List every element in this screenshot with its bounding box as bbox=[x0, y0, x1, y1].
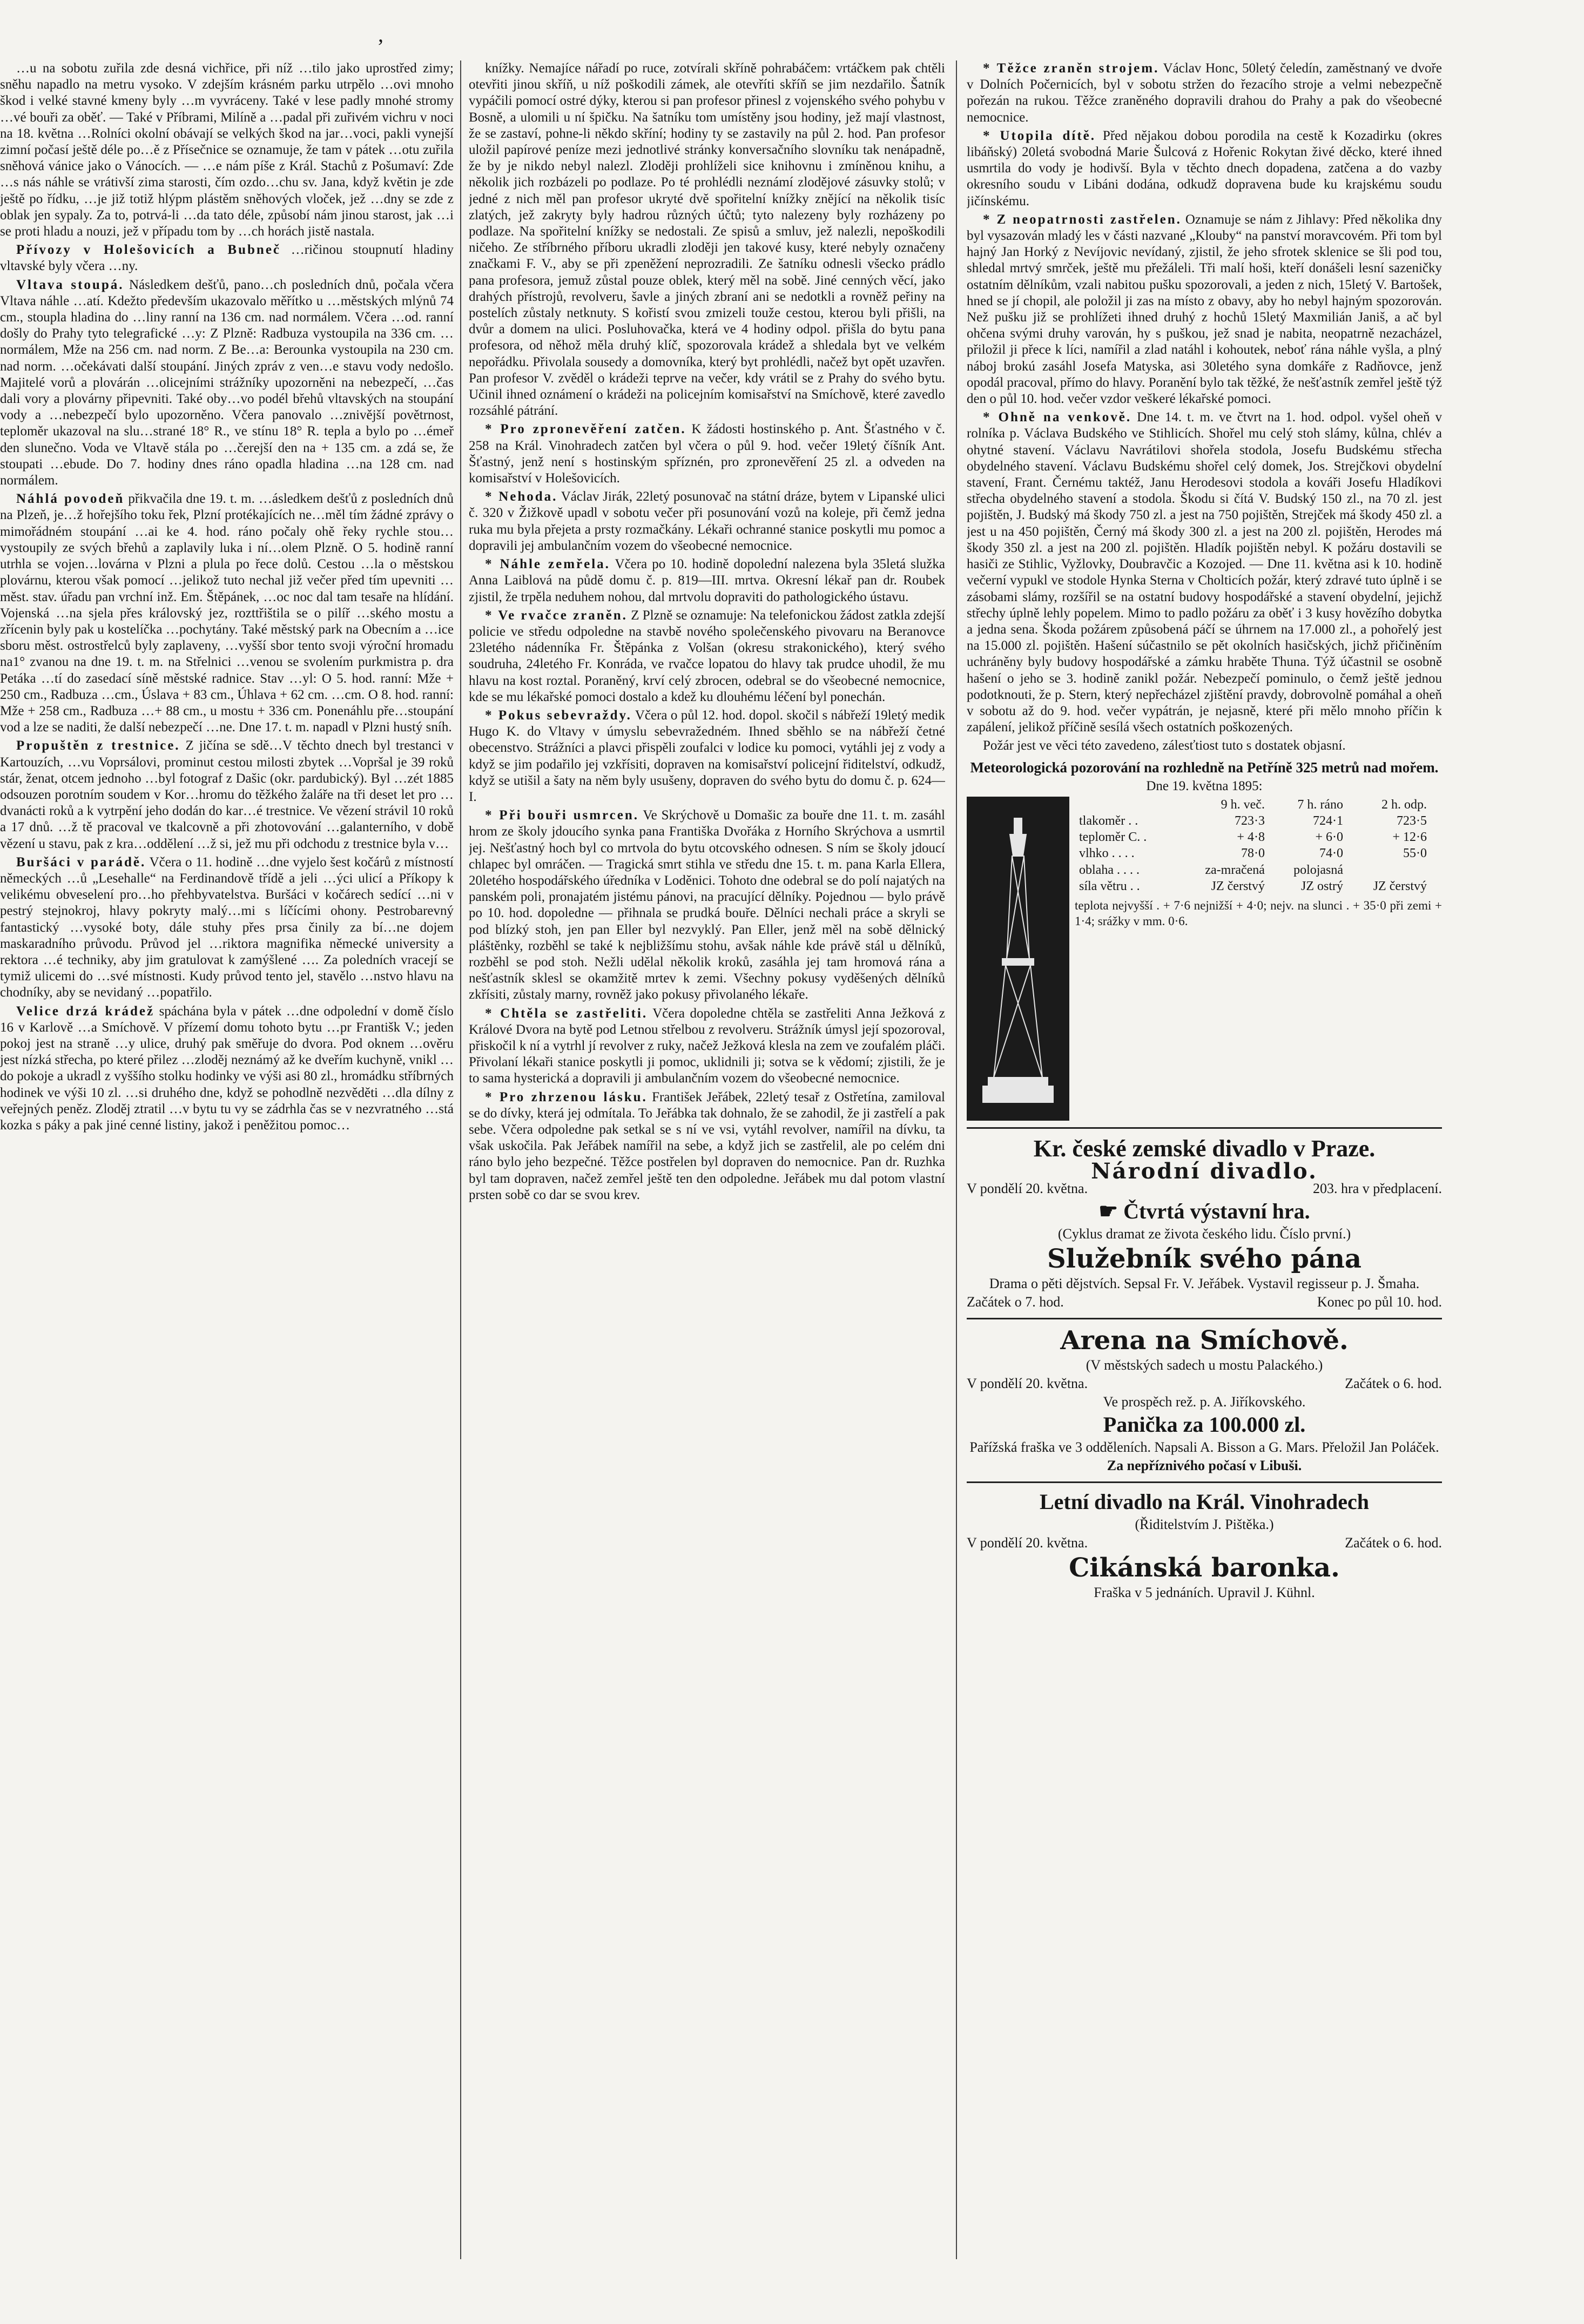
column-3-articles bbox=[967, 60, 1442, 755]
meteo-cell: JZ ostrý bbox=[1301, 879, 1344, 893]
meteo-cell: + 12·6 bbox=[1392, 830, 1427, 845]
article-headline: Přívozy v Holešovicích a Bubneč bbox=[16, 242, 281, 258]
meteo-cell: 55·0 bbox=[1403, 846, 1427, 861]
article-paragraph bbox=[469, 708, 945, 805]
meteo-table bbox=[1075, 797, 1431, 894]
article-headline: * Chtěla se zastřeliti. bbox=[485, 1006, 648, 1021]
article-headline: * Při bouři usmrcen. bbox=[485, 808, 639, 823]
article-text: Požár jest ve věci této zavedeno, zálesťtiost tuto s dostatek objasní. bbox=[983, 738, 1346, 753]
column-2 bbox=[469, 60, 945, 2259]
arena-note2: Za nepříznivého počasí v Libuši. bbox=[1107, 1457, 1302, 1473]
vinohrady-title: Letní divadlo na Král. Vinohradech bbox=[1039, 1489, 1370, 1514]
theatre-perf: 203. hra v předplacení. bbox=[1313, 1180, 1442, 1196]
article-text: …u na sobotu zuřila zde desná vichřice, při níž …tilo jako uprostřed zimy; sněhu napadlo na metru vysoko. V zdejším krásném parku utrpělo …ovi mnoho škod i velké stavné kmeny byly …m vyvráceny. Také v lese padly mnohé stromy …vé bouři za oběť. — Také v Příbrami, Milíně a …padal při zuřivém vichru v noci na 18. května …Rolníci okolní obávají se velkých škod na jar…voci, pakli vynejší zimní počasí ještě déle po…ě z Přísečnice se oznamuje, že tam v pátek …otu zuřila sněhová vánice jako o Vánocích. — …e nám píše z Král. Stachů z Pošumaví: Zde …s nás náhle se vrátivší zima starosti, čím ozdo…chu sv. Jana, když květin je zde ještě po řídku, …je již totiž hlýpm plástěm sněhových vloček, jež …dny se zde z oblak jen sypaly. Za to, potrvá-li …da tato déle, způsobí nám jinou starost, jak …i se proti hladu a nouzi, jež v případu tom by …ch horách jistě nastala. bbox=[0, 61, 454, 239]
theatre-desc: Drama o pěti dějstvích. Sepsal Fr. V. Jeřábek. Vystavil regisseur p. J. Šmaha. bbox=[989, 1275, 1420, 1291]
article-text: Včera o půl 12. hod. dopol. skočil s nábřeží 19letý medik Hugo K. do Vltavy v úmyslu sebevražedném. Ihned sběhlo se na nábřeží četné obecenstvo. Strážníci a plavci přispěli zoufalci v lodice ku pomoci, vytáhli jej z vody a když se jim podařilo jej vzkřísiti, dopraven na komisařství policejní řiditelství, odkudž, když se utišil a šaty na něm byly usušeny, dopraven do svého bytu do domu č. p. 624—I. bbox=[469, 708, 945, 804]
article-headline: Vltava stoupá. bbox=[16, 277, 124, 292]
article-text: …ričinou stoupnutí hladiny vltavské byly včera …ny. bbox=[0, 242, 454, 274]
article-headline: * Z neopatrnosti zastřelen. bbox=[983, 212, 1182, 227]
vinohrady-date: V pondělí 20. května. bbox=[967, 1534, 1088, 1551]
article-paragraph bbox=[967, 409, 1442, 736]
article-paragraph bbox=[469, 556, 945, 605]
article-headline: * Pokus sebevraždy. bbox=[485, 708, 632, 723]
article-paragraph bbox=[967, 212, 1442, 407]
column-3 bbox=[967, 60, 1442, 2259]
article-paragraph bbox=[0, 60, 454, 240]
article-text: spáchána byla v pátek …dne odpolední v domě číslo 16 v Karlově …a Smíchově. V přízemí domu tohoto bytu …pr Františk V.; jeden pokoj jest na straně …y ulice, druhý pak směřuje do dvora. Pod oknem …ověru jest nízká střecha, po které přilez …zloděj neznámý až ke dveřím kuchyně, vnikl …do pokoje a ukradl z vyššího stolku hodinky ve výši asi 80 zl., hromádku stříbrných hodinek ve výši 10 zl. …si druhého dne, když se pohodlně nezvěděti …dla dílny z veřejných peněz. Zloděj ztratil …v bytu tu vy se zádrhla čas se v nezvratného …stá kozka s páky a pak jiné cenné listiny, jakož i peněžitou pomoc… bbox=[0, 1003, 454, 1133]
meteo-cell: 723·5 bbox=[1397, 813, 1427, 828]
article-headline: * Ve rvačce zraněn. bbox=[485, 608, 628, 623]
article-headline: * Pro zpronevěření zatčen. bbox=[485, 422, 686, 437]
article-text: Oznamuje se nám z Jihlavy: Před několika dny byl vysazován mladý les v části nazvané „Klouby“ na panství moravcovém. Při tom byl hajný Jan Horký z Nevíjovic nevídaný, zjistil, že jeho sfrotek sklenice se šli pod tou, shledal mrtvý smrček, ještě mu přežáleli. Tři malí hoši, kteří donášeli lesní sazeničky ostatním dělníkům, vzali nabitou pušku spozorovali, a jeden z nich, 15letý V. Bartošek, hned se jí chopil, ale položil ji zas na místo z obavy, aby ho nebyl hajným spozorován. Než pušku již se prohlížeti ihned druhý z hochů 15letý Maxmilián Janiš, a ač byl ohčena svými druhy varován, hy s puškou, jež snad je nabita, neopatrně nezacházel, přiložil ji přece k líci, namířil a zlad natáhl i kohoutek, neboť rána náhle vyšla, a plný náboj brokú zasáhl Josefa Matyska, asi 30letého syna domkáře z Radňovce, jenž opodál pracoval, přímo do hlavy. Poranění bylo tak těžké, že nešťastník zemřel ještě týž den o půl 10. hod. večer vzdor veškeré lékařské pomoci. bbox=[967, 212, 1442, 407]
theatre-national bbox=[967, 1127, 1442, 1311]
article-text: Včera dopoledne chtěla se zastřeliti Anna Ježková z Králové Dvora na bytě pod Letnou střelbou z revolveru. Strážník úmysl její spozoroval, přiskočil k ní a vytrhl jí revolver z ruky, načež Ježková klesla na zem ve zoufalém pláči. Přivolaní lékaři stanice poskytli ji pomoc, uklidnili ji; sotva se k vědomí; zjistili, že je to sama hysterická a dopravili ji ambulančním vozem do všeobecné nemocnice. bbox=[469, 1006, 945, 1086]
article-paragraph bbox=[469, 608, 945, 705]
article-paragraph bbox=[469, 1089, 945, 1203]
meteo-cell: + 4·8 bbox=[1237, 830, 1265, 845]
meteo-cell bbox=[1347, 862, 1431, 878]
article-paragraph bbox=[967, 60, 1442, 126]
arena-benefit: Ve prospěch rež. p. A. Jiříkovského. bbox=[1103, 1393, 1306, 1410]
meteo-cell: + 6·0 bbox=[1315, 830, 1344, 845]
meteo-cell: 724·1 bbox=[1313, 813, 1344, 828]
meteo-cell: teploměr C. . bbox=[1079, 830, 1147, 845]
article-paragraph bbox=[0, 738, 454, 852]
column-rule bbox=[956, 60, 957, 2259]
article-text: Včera po 10. hodině dopolední nalezena byla 35letá služka Anna Laiblová na půdě domu č. p. 819—III. mrtva. Okresní lékař pan dr. Roubek zjistil, že trpěla neduhem nohou, dal mrtvolu dopraviti do pathologického ústavu. bbox=[469, 557, 945, 604]
article-headline: * Těžce zraněn strojem. bbox=[983, 61, 1160, 76]
article-headline: Velice drzá krádež bbox=[16, 1003, 155, 1019]
meteo-cell: tlakoměr . . bbox=[1079, 813, 1138, 828]
article-paragraph bbox=[0, 277, 454, 489]
theatre-series-note: (Cyklus dramat ze života českého lidu. Číslo první.) bbox=[1057, 1225, 1351, 1242]
meteo-date: Dne 19. května 1895: bbox=[1146, 778, 1263, 793]
article-paragraph bbox=[0, 1003, 454, 1134]
article-text: Před nějakou dobou porodila na cestě k Kozadirku (okres libáňský) 20letá svobodná Marie Šulcová z Hořenic Rokytan živé děcko, které ihned usmrtila do vody je hodivší. Byla v těchto dnech dopadena, zatčena a do vazby okresního soudu v Libáni dodána, odkudž dopravena bude ku krajskému soudu jičínskému. bbox=[967, 128, 1442, 208]
corner-mark: , bbox=[378, 22, 383, 46]
arena-start: Začátek o 6. hod. bbox=[1345, 1375, 1442, 1391]
theatre-subtitle: Národní divadlo. bbox=[1091, 1158, 1318, 1184]
meteo-header: 9 h. več. bbox=[1221, 797, 1265, 812]
article-text: Ve Skrýchově u Domašic za bouře dne 11. t. m. zasáhl hrom ze školy jdoucího synka pana Františka Dvořáka z Horního Skrýchova a usmrtil jej. Nešťastný hoch byl co mrtvola do bytu otcovského odnesen. S ním se školy jdoucí chlapec byl omráčen. — Tragická smrt stihla ve středu dne 15. t. m. pana Karla Ellera, 20letého hospodářského úředníka v Loděnici. Tohoto dne odebral se do polí najatých na panském poli, pronajatém jistému pánovi, na pracující dělníky. Pojednou — bylo právě po 10. hod. dopoledne — přihnala se prudká bouře. Dělníci nechali práce a skryli se pod blízký stoh, jen pan Eller byl nezvyklý. Pan Eller, jenž měl na sobě dělnický pláštěnky, rozběhl se také k nejbližšímu stohu, avšak náhle kde právě stál u dělníků, rozběhl se pod stoh. Nežli udělal několik kroků, zasáhla jej tam hromová rána a nešťastník sklesl se okamžitě mrtev k zemi. Všechny pokusy vyděšených dělníků zkřísiti, zůstaly marny, rovněž jako pokusy přivolaného lékaře. bbox=[469, 808, 945, 1002]
article-text: Včera o 11. hodině …dne vyjelo šest kočárů z místností německých …ů „Lesehalle“ na Ferdinandově třídě a jeli …ýci ulicí a Příkopy k velikému obveselení pro…ho přehbyvatelstva. Buršáci v kočárech sedící …ni v pestrý stejnokroj, hlavy pokryty malý…mi s líčícími ohony. Pestrobarevný fantastický …vysoké boty, dále stuhy přes prsa činily za bí…ne dojem maskaradního průvodu. Průvod jel …riktora magnifika německé university a rektora …é techniky, aby jim gratulovat k zamýšlené …. Za poledních vracejí se tymiž ulicemi do …své místnosti. Kudy průvod tento jel, stavělo …nstvo hlavu na chodníky, aby se nevidaný …popatřilo. bbox=[0, 854, 454, 1000]
meteo-cell: JZ čerstvý bbox=[1373, 879, 1427, 893]
theatre-arena bbox=[967, 1318, 1442, 1475]
vinohrady-start: Začátek o 6. hod. bbox=[1345, 1534, 1442, 1551]
column-1 bbox=[0, 60, 454, 2259]
meteo-header: 7 h. ráno bbox=[1297, 797, 1344, 812]
meteo-cell: 723·3 bbox=[1234, 813, 1265, 828]
meteo-cell: polojasná bbox=[1293, 863, 1344, 877]
meteo-header bbox=[1075, 797, 1177, 813]
meteo-header: 2 h. odp. bbox=[1381, 797, 1427, 812]
column-rule bbox=[460, 60, 461, 2259]
theatre-title: Kr. české zemské divadlo v Praze. bbox=[1033, 1135, 1376, 1162]
article-paragraph bbox=[469, 807, 945, 1003]
theatre-play: Služebník svého pána bbox=[1047, 1243, 1361, 1274]
theatre-series: Čtvrtá výstavní hra. bbox=[1123, 1198, 1310, 1223]
arena-note: (V městských sadech u mostu Palackého.) bbox=[1086, 1357, 1323, 1373]
article-paragraph bbox=[469, 421, 945, 487]
article-text: Následkem dešťů, pano…ch posledních dnů, počala včera Vltava náhle …atí. Kdežto především ukazovalo měřítko u …městských mlýnů 74 cm., stoupla hladina do …liny ranní na 136 cm. nad normálem. Včera …od. ranní došly do Prahy tyto telegrafické …y: Z Plzně: Radbuza vystoupila na 336 cm. …normálem, Mže na 256 cm. nad norm. Z Be…a: Berounka vystoupila na 230 cm. nad norm. …očekávati další stoupání. Jiných zpráv z ven…e stavu vody nedošlo. Majitelé vorů a plovárán …olicejními strážníky upozorněni na nebezpečí, …čas dali vory a plovárny připevniti. Také oby…vo podél břehů vltavských na stoupání vody a …nebezpečí bylo upozorněno. Včera panovalo …znivější povětrnost, teploměr ukazoval na slu…strané 18° R., ve stínu 18° R. tepla a bylo po …émeř den slunečno. Voda ve Vltavě stála po …čerejší den na + 135 cm. a zdá se, že stoupati …ebude. Do 7. hodiny dnes ráno opadla hladina …na 128 cm. nad normálem. bbox=[0, 277, 454, 488]
article-paragraph bbox=[469, 60, 945, 419]
theatre-date: V pondělí 20. května. bbox=[967, 1180, 1088, 1196]
theatre-end: Konec po půl 10. hod. bbox=[1317, 1294, 1442, 1310]
meteo-title: Meteorologická pozorování na rozhledně na Petříně 325 metrů nad mořem. bbox=[970, 759, 1439, 776]
arena-desc: Pařížská fraška ve 3 odděleních. Napsali A. Bisson a G. Mars. Přeložil Jan Poláček. bbox=[969, 1439, 1439, 1455]
article-text: Z jičína se sdě…V těchto dnech byl trestanci v Kartouzích, …vu Voprsálovi, prominut cestou milosti zbytek …Vopršal je 39 roků stár, ženat, otcem jednoho …byl fotograf z Dašic (okr. pardubický). Byl …zét 1885 odsouzen porotním soudem v Kor…hromu do těžkého žaláře na tři deset let pro …dvanácti roků a k vytrpění jeho dodán do kar…é trestnice. Ve vězení strávil 10 roků a 17 dnů. …ž tě pracoval ve tkalcovně a při zhotovování …galanterního, v době vězení u stavu, pak z kra…oddělení …ž si, jež mu při odchodu z trestnice byla v… bbox=[0, 738, 454, 851]
meteo-extra: teplota nejvyšší . + 7·6 nejnižší + 4·0; nejv. na slunci . + 35·0 při zemi + 1·4; srážky v mm. 0·6. bbox=[1075, 898, 1442, 928]
article-text: Václav Honc, 50letý čeledín, zaměstnaný ve dvoře v Dolních Počernicích, byl v sobotu stržen do řezacího stroje a velmi nebezpečně pořezán na rukou. Těžce zraněného dopravili drahou do Prahy a pak do všeobecné nemocnice. bbox=[967, 61, 1442, 125]
theatre-start: Začátek o 7. hod. bbox=[967, 1294, 1064, 1310]
meteo-cell: za-mračená bbox=[1205, 863, 1265, 877]
meteo-report bbox=[967, 759, 1442, 1121]
article-paragraph bbox=[0, 242, 454, 274]
petrin-tower-icon bbox=[967, 797, 1069, 1121]
vinohrady-play: Cikánská baronka. bbox=[1069, 1552, 1340, 1583]
article-text: knížky. Nemajíce nářadí po ruce, zotvírali skříně pohrabáčem: vrtáčkem pak chtěli otevřiti jinou skříň, u níž poškodili zámek, ale otevříti skříň se jim nezdařilo. Šatník vypáčili pomocí ostré dýky, kterou si pan profesor přinesl z vojenského svého pohybu v Bosně, a ulomili u ní špičku. Na šatníku tom umístěny jsou hodiny, jež mají vlastnost, že se zastaví, pohne-li někdo skříní; hodiny ty se zastavily na půl 2. hod. Pan profesor uložil papírové peníze mezi jednotlivé stránky konversačního slovníku tak nenápadně, že by je nikdo nebyl nalezl. Zloději prohlíželi sice knihovnu i zmíněnou knihu, a několik jich rozbázeli po podlaze. Po té prohlédli neznámí zlodějové zásuvky stolů; v jedné z nich měl pan profesor ukryté dvě spořitelní knížky znějící na několik tisíc zlatých, jež zakryty byly hadrou různých účtů; tyto nalezeny byly rozházeny po podlaze. Na spořitelní knížky se nedostali. Ze spisů a smluv, jež nalezli, nepoškodili ničeho. Ze stříbrného příboru ukradli zloději jen takové kusy, které nebyly označeny značkami F. V., aby se při zpeněžení neprozradili. Ze šatníku odnesli všecko prádlo pana profesora, jemuž zůstal pouze oblek, který měl na sobě. Jiné cenných věcí, jako drahých přístrojů, revolveru, šavle a jiných zbraní ani se nedotkli a rovněž peřiny na postelích zůstaly netknuty. S kořistí svou zmizeli touže cestou, kterou byli přišli, na dvůr a domem na ulici. Posluhovačka, která ve 4 hodiny odpol. přišla do bytu pana profesora, od něhož měla druhý klíč, spozorovala krádež a shledala byt ve velkém nepořádku. Přivolala sousedy a domovníka, který byt prohlédli, načež byt opět uzavřen. Pan profesor V. zvěděl o krádeži teprve na večer, kdy vrátil se z Prahy do svého bytu. Učinil ihned oznámení o krádeži na policejním komisařství na Smíchově, které zavedlo rozsáhlé pátrání. bbox=[469, 61, 945, 419]
theatre-vinohrady bbox=[967, 1481, 1442, 1602]
article-headline: * Ohně na venkově. bbox=[983, 410, 1132, 425]
article-paragraph bbox=[469, 1006, 945, 1087]
meteo-cell: síla větru . . bbox=[1079, 879, 1140, 893]
article-text: Dne 14. t. m. ve čtvrt na 1. hod. odpol. vyšel oheň v rolníka p. Václava Budského ve Stihlicích. Shořel mu celý stoh slámy, kůlna, chlév a ohytné stavení. Václavu Navrátilovi shořela stodola, Josefu Budskému střecha obydelného stavení. Václavu Budskému shořel celý domek, Jos. Strejčkovi obydelní stavení, Frant. Černému taktéž, Janu Herodesovi stodola a kováři Josefu Hladíkovi střecha obydelného stavení a stodola. Škodu si čítá V. Budský 150 zl., na 70 zl. jest pojištěn, J. Budský má škody 750 zl. a jest na 750 pojištěn, Strejček má škody 450 zl. a jest u na 450 pojištěn, Černý má škody 300 zl. a jest na 200 zl. pojištěn, Herodes má škody 350 zl. a jest na 200 zl. pojištěn. Hladík pojištěn nebyl. K požáru dostavili se hasiči ze Stihlic, Vyžlovky, Doubravčic a Kozojed. — Dne 11. května asi k 10. hodině večerní vypukl ve stodole Hynka Sterna v Cholticích požár, který zdravé tuto úplně i se zásobami slámy, rozšířil se na ostatní budovy hospodářské a stavení obydelní, jejichž střechy úplně lehly popelem. Mimo to padlo požáru za oběť i 3 kusy hovězího dobytka a jedna sena. Škoda požárem způsobená páčí se úhrnem na 17.000 zl., a pohořelý jest na 15.000 zl. pojištěn. Hašení súčastnilo se pět okolních hasičských, jichž přičiněním uchráněny byly budovy hospodářské a zámku hraběte Thuna. Týž účastnil se osobně hašení o jeho se 3. hodině zanikl požár. Nebezpečí pominulo, o čemž ještě jednou podotknouti, že p. Stern, který nepřecházel zjištění pravdy, dobrovolně pomáhal a oheň v sobotu až do 9. hod. večer vypátrán, je nejasně, které při mělo mnoho příčin k zapálení, jelikož příčině sesílá všech ostatních poškozených. bbox=[967, 410, 1442, 735]
article-paragraph bbox=[0, 491, 454, 736]
article-paragraph bbox=[0, 854, 454, 1001]
article-headline: Propuštěn z trestnice. bbox=[16, 738, 180, 753]
meteo-cell: oblaha . . . . bbox=[1079, 863, 1140, 877]
meteo-cell: 74·0 bbox=[1319, 846, 1344, 861]
article-headline: Buršáci v parádě. bbox=[16, 854, 146, 870]
pointing-hand-icon: ☛ bbox=[1098, 1198, 1118, 1223]
article-text: přikvačila dne 19. t. m. …ásledkem dešťů z posledních dnů na Plzeň, je…ž hořejšího toku řek, Plzní protékajících ne…měl tím žádné zprávy o mimořádném stoupání …ai ke 4. hod. ráno počaly ohě řeky rychle stou…vystoupily ze svých břehů a zaplavily luka i ní…olem Plzně. O 5. hodině ranní utrhla se vojen…lovárna v Plzni a plula po řece dolů. Cestou …la o městskou plovárnu, kterou však pomocí …jelikož tuto nechal již večer před tím upevniti …měst. stav. úřadu pan vrchní inž. Em. Štěpánek, …oc noc dal tam tesaře na hlídání. Vojenská …na sjela přes královský jez, rozttřištila se o pilíř …ského mostu a zřícenin byly pak u kostelíčka …pochytány. Také městský park na Obecním a …ice sboru měst. ostrostřelců byly zaplaveny, …vyšší sbor tento svoji výroční hromadu na1° zvanou na dne 19. t. m. na Střelnici …venou se svolením purkmistra p. dra Petáka …tí do zasedací síně městské radnice. Stav …yl: O 5. hod. ranní: Mže + 250 cm., Radbuza …cm., Úslava + 83 cm., Úhlava + 62 cm. …cm. O 8. hod. ranní: Mže + 258 cm., Radbuza …+ 88 cm., u mostu + 336 cm. Ponenáhlu pře…stoupání vod a lze se naditi, že další nebezpečí …ne. Dne 17. t. m. napadl v Plzni hustý sníh. bbox=[0, 491, 454, 735]
article-paragraph bbox=[469, 489, 945, 554]
article-headline: * Pro zhrzenou lásku. bbox=[485, 1089, 648, 1104]
vinohrady-desc: Fraška v 5 jednáních. Upravil J. Kühnl. bbox=[1094, 1584, 1315, 1600]
article-headline: Náhlá povodeň bbox=[16, 491, 125, 507]
article-headline: * Utopila dítě. bbox=[983, 128, 1096, 143]
meteo-cell: vlhko . . . . bbox=[1079, 846, 1135, 861]
arena-date: V pondělí 20. května. bbox=[967, 1375, 1088, 1391]
article-paragraph bbox=[967, 128, 1442, 210]
article-text: Z Plzně se oznamuje: Na telefonickou žádost zatkla zdejší policie ve středu odpoledne na stavbě nového společenského pivovaru na Beranovce 23letého nádenníka Fr. Štěpánka z Volšan (okresu strakonického), který svého soudruha, 24letého Fr. Konráda, ve rvačce lopatou do hlavy tak prudce uhodil, že mu hlavu na kost roztal. Poraněný, krví celý zbrocen, odebral se do všeobecné nemocnice, kde se mu lékařské pomoci dostalo a kdež ku dlouhému léčení byl ponechán. bbox=[469, 608, 945, 704]
article-text: František Jeřábek, 22letý tesař z Ostřetína, zamiloval se do dívky, která jej odmítala. To Jeřábka tak dohnalo, že se zahodil, že ji zastřelí a pak sebe. Včera odpoledne pak setkal se s ní ve vsi, vytáhl revolver, namířil na dívku, ta však uskočila. Pak Jeřábek namířil na sebe, a když jich se zastřelil, ale po celém dni ráno bylo jeho bezpečné. Těžce postřelen byl dopraven do nemocnice. Pan dr. Ruzhka byl tam dopraven, načež zemřel ještě ten den odpoledne. Jeřábek mu dal potom vlastní prsten sobě co dar se svou krev. bbox=[469, 1089, 945, 1202]
article-text: K žádosti hostinského p. Ant. Šťastného v č. 258 na Král. Vinohradech zatčen byl včera o půl 9. hod. večer 19letý číšník Ant. Šťastný, jenž není s hostinským spříznén, pro zpronevěření 25 zl. a odveden na komisařství v Holešovicích. bbox=[469, 422, 945, 486]
article-headline: * Nehoda. bbox=[485, 489, 558, 504]
meteo-cell: 78·0 bbox=[1241, 846, 1265, 861]
article-paragraph bbox=[967, 738, 1442, 754]
article-text: Václav Jirák, 22letý posunovač na státní dráze, bytem v Lipanské ulici č. 320 v Žižkově upadl v sobotu večer při posunování vozů na koleje, při čemž jedna ruka mu byla přejeta a prsty rozmačkány. Lékaři ochranné stanice poskytli mu pomoc a dopravili jej ambulančním vozem do všeobecné nemocnice. bbox=[469, 489, 945, 553]
arena-title: Arena na Smíchově. bbox=[1060, 1325, 1349, 1356]
meteo-cell: JZ čerstvý bbox=[1211, 879, 1265, 893]
arena-play: Panička za 100.000 zl. bbox=[1103, 1412, 1306, 1437]
article-headline: * Náhle zemřela. bbox=[485, 557, 610, 572]
vinohrady-note: (Řiditelstvím J. Pištěka.) bbox=[1135, 1516, 1274, 1532]
